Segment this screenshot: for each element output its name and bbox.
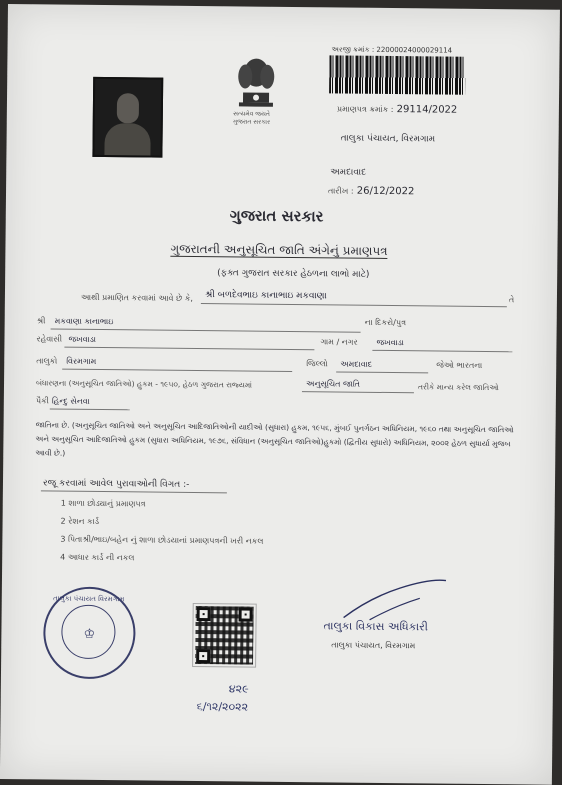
suffix-te: તે <box>508 295 515 305</box>
taluka: વિરમગામ <box>66 356 97 366</box>
caste-label: પૈકી <box>35 396 50 406</box>
district: અમદાવાદ <box>340 359 373 369</box>
document-item: 2 રેશન કાર્ડ <box>60 516 100 526</box>
certificate-document <box>0 4 560 785</box>
handwritten-number: ૪૨૯ <box>228 682 249 696</box>
applicant-photo <box>92 77 163 158</box>
order-text: બંધારણના (અનુસૂચિત જાતિઓ) હુકમ - ૧૯૫૦, હેઠળ ગુજરાત રાજ્યમાં <box>35 378 253 390</box>
village-label: ગામ / નગર <box>320 337 358 347</box>
date-row <box>328 185 414 197</box>
page-title: ગુજરાત સરકાર <box>229 206 324 226</box>
resident-label: રહેવાસી <box>36 334 63 344</box>
emblem-caption-line1: ગુજરાત સરકાર <box>232 118 271 126</box>
taluka-label: તાલુકો <box>36 356 58 366</box>
applicant-name: શ્રી બળદેવભાઇ કાનાભાઇ મકવાણા <box>204 290 327 302</box>
documents-heading: રજૂ કરવામાં આવેલ પુરાવાઓની વિગત :- <box>42 478 190 490</box>
certificate-note: (ફક્ત ગુજરાત સરકાર હેઠળના લાભો માટે) <box>217 268 370 280</box>
india-text: જેઓ ભારતના <box>436 360 483 370</box>
qr-finder <box>197 607 211 621</box>
seal-text: તાલુકા પંચાયત વિરમગામ <box>53 594 125 604</box>
caste: હિન્દુ સેનવા <box>51 396 90 406</box>
caste-category: અનુસૂચિત જાતિ <box>305 379 361 389</box>
barcode <box>329 55 465 94</box>
photo-face <box>117 93 139 123</box>
certificate-subject-text: ગુજરાતની અનુસૂચિત જાતિ અંગેનું પ્રમાણપત્ર <box>170 241 388 258</box>
document-item: 1 શાળા છોડ્યાનું પ્રમાણપત્ર <box>60 498 146 509</box>
district-label: જિલ્લો <box>306 359 328 369</box>
date: 26/12/2022 <box>356 185 415 198</box>
certificate-subject <box>170 242 387 259</box>
official-seal <box>43 586 136 679</box>
document-item: 3 પિતાશ્રી/ભાઇ/બહેન નું શાળા છોડયાનાં પ્રમાણપત્રની ખરી નકલ <box>60 534 264 546</box>
emblem-caption <box>233 110 270 126</box>
qr-code <box>193 604 256 667</box>
seal-emblem-icon: ♔ <box>83 626 96 642</box>
issuing-office: તાલુકા પંચાયત, વિરમગામ <box>340 133 436 145</box>
place: અમદાવાદ <box>330 167 367 178</box>
village: જખવાડા <box>376 337 404 348</box>
ashoka-emblem-icon <box>229 46 284 117</box>
recognised-text: તરીકે માન્ય કરેલ જાતિઓ <box>417 382 499 393</box>
qr-finder <box>239 607 253 621</box>
certificate-number-label: પ્રમાણપત્ર ક્રમાંક : <box>336 104 394 115</box>
signature <box>340 578 450 623</box>
intro-text: આથી પ્રમાણિત કરવામાં આવે છે કે, <box>80 292 194 303</box>
certificate-number: 29114/2022 <box>396 104 458 116</box>
law-paragraph: જાતિના છે. (અનુસૂચિત જાતિઓ અને અનુસૂચિત આદિજાતિઓની યાદીઓ (સુધારા) હુકમ, ૧૯૫૬, મુંબઈ પુનર્ગઠન અધિનિયમ, ૧૯૬૦ તથા અનુસૂચિત જાતિઓ અને અનુસૂચિત આદિજાતિઓ હુકમ (સુધારા અધિનિયમ, ૧૯૭૬, સંવિધાન (અનુસૂચિત જાતિઓ)હુકમો (દ્વિતીય સુધારો) અધિનિયમ, ૨૦૦૨ હેઠળ સુધાર્યા મુજબ આવી છે.) <box>35 420 514 458</box>
date-label: તારીખ : <box>328 186 354 196</box>
emblem-caption-line2: સત્યમેવ જયતે <box>233 110 270 118</box>
certificate-number-row <box>337 103 458 115</box>
signatory-office: તાલુકા પંચાયત, વિરમગામ <box>331 640 416 651</box>
parent-name: મકવાણા કાનાભાઇ <box>54 316 114 327</box>
son-of-label: ના દિકરો/પુત્ર <box>364 317 407 328</box>
signatory-title: તાલુકા વિકાસ અધિકારી <box>323 619 429 634</box>
application-number: અરજી ક્રમાંક : 22000024000029114 <box>331 45 453 55</box>
qr-finder <box>196 649 210 663</box>
resident: જખવાડા <box>68 334 96 344</box>
photo-body <box>104 123 150 155</box>
shri-label: શ્રી <box>36 316 46 326</box>
handwritten-date: ૬/૧૨/૨૦૨૨ <box>196 700 249 714</box>
document-item: 4 આધાર કાર્ડ ની નકલ <box>60 552 135 563</box>
